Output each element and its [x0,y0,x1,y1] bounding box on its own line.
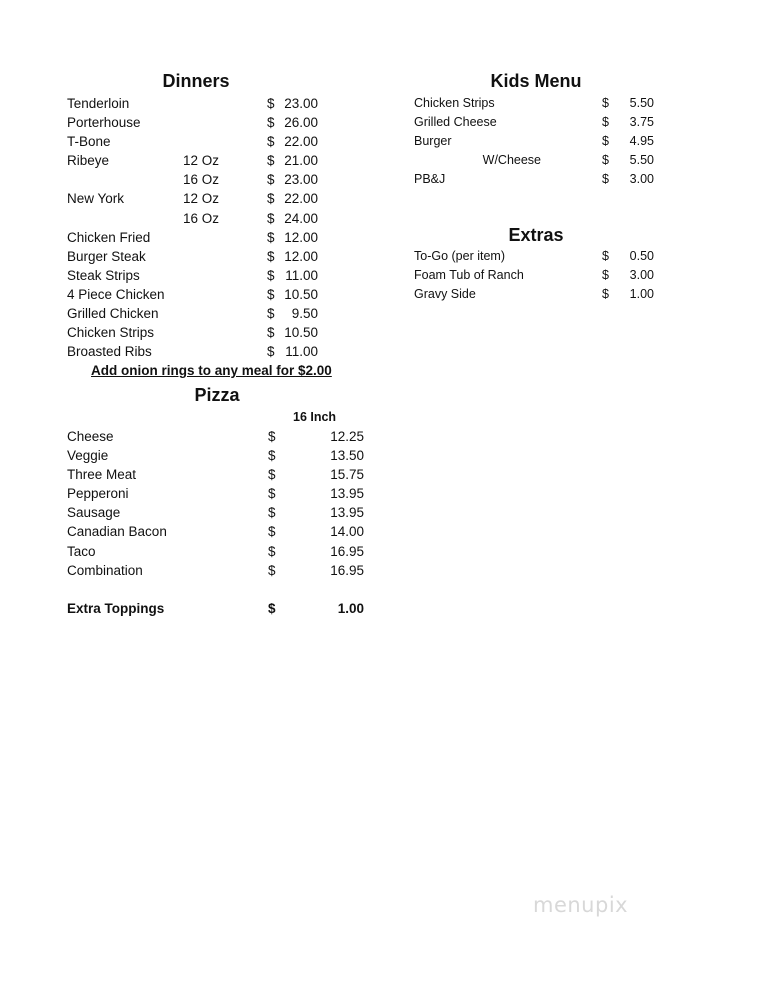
currency-symbol: $ [602,287,609,302]
dinner-item [67,228,337,247]
item-name: Burger [414,134,452,149]
item-price: 9.50 [291,306,318,322]
item-price: 23.00 [284,96,318,111]
item-price: 13.95 [330,486,364,502]
currency-symbol: $ [267,344,275,360]
extras-title: Extras [508,225,564,245]
item-name: Combination [67,562,143,578]
item-name: Veggie [67,448,109,464]
item-price: 15.75 [330,467,364,483]
dinners-list [67,94,337,361]
item-size: 12 Oz [183,191,220,207]
item-price: 3.00 [629,172,654,187]
item-price: 13.50 [330,448,364,464]
item-name: Ribeye [67,153,110,169]
dinner-item [67,151,337,170]
dinner-item [67,323,337,342]
pizza-item [67,561,367,580]
item-name: Extra Toppings [67,600,165,616]
item-name: Grilled Cheese [414,115,497,130]
item-name: Burger Steak [67,248,146,264]
pizza-item [67,427,367,446]
item-price: 12.00 [284,229,318,245]
pizza-item [67,484,367,503]
currency-symbol: $ [267,115,275,131]
dinners-title: Dinners [162,71,230,91]
currency-symbol: $ [267,172,275,188]
currency-symbol: $ [602,96,609,110]
dinner-item [67,266,337,285]
dinner-item [67,132,337,151]
dinner-item [67,94,337,113]
pizza-title: Pizza [194,385,240,405]
dinner-item [67,285,337,304]
pizza-item [67,465,367,484]
kids-menu-title: Kids Menu [490,71,582,91]
kids-list [414,94,654,189]
dinner-item [67,209,337,228]
dinner-item [67,304,337,323]
item-price: 21.00 [284,153,318,169]
item-price: 0.50 [629,249,654,263]
item-price: 10.50 [284,325,318,341]
item-variant: W/Cheese [482,153,541,168]
item-price: 5.50 [629,153,654,168]
item-name: Steak Strips [67,267,140,283]
menupix-watermark: menupix [533,893,629,917]
item-price: 10.50 [284,286,318,302]
currency-symbol: $ [602,249,609,263]
item-name: To-Go (per item) [414,249,505,263]
item-name: Taco [67,543,96,559]
extras-item [414,285,654,304]
currency-symbol: $ [267,286,275,302]
item-name: Chicken Fried [67,229,151,245]
currency-symbol: $ [602,172,609,187]
pizza-item [67,522,367,541]
item-size: 12 Oz [183,153,220,169]
dinner-item [67,189,337,208]
item-price: 1.00 [337,600,364,616]
item-name: Pepperoni [67,486,129,502]
currency-symbol: $ [602,115,609,130]
pizza-item [67,446,367,465]
extra-toppings-row [67,599,367,618]
item-name: Three Meat [67,467,137,483]
item-price: 3.00 [629,268,654,283]
currency-symbol: $ [268,543,276,559]
item-price: 22.00 [284,191,318,207]
item-name: Broasted Ribs [67,344,152,360]
item-price: 16.95 [330,543,364,559]
kids-item [414,113,654,132]
item-price: 11.00 [285,267,318,283]
item-price: 23.00 [284,172,318,188]
currency-symbol: $ [267,306,275,322]
extras-list [414,247,654,304]
item-name: Cheese [67,429,114,444]
extras-item [414,266,654,285]
currency-symbol: $ [267,325,275,341]
kids-item [414,94,654,113]
dinner-item [67,113,337,132]
currency-symbol: $ [268,562,276,578]
item-price: 24.00 [284,210,318,226]
item-price: 13.95 [330,505,364,521]
currency-symbol: $ [268,524,276,540]
item-price: 11.00 [285,344,318,360]
item-price: 4.95 [629,134,654,149]
item-name: Chicken Strips [414,96,495,110]
item-name: Tenderloin [67,96,130,111]
item-size: 16 Oz [183,210,220,226]
currency-symbol: $ [602,268,609,283]
item-name: Foam Tub of Ranch [414,268,524,283]
pizza-item [67,503,367,522]
dinner-item [67,170,337,189]
currency-symbol: $ [267,96,275,111]
onion-rings-note: Add onion rings to any meal for $2.00 [91,363,332,378]
currency-symbol: $ [267,267,275,283]
item-price: 22.00 [284,134,318,150]
item-name: Porterhouse [67,115,141,131]
currency-symbol: $ [267,229,275,245]
dinner-item [67,342,337,361]
currency-symbol: $ [268,486,276,502]
spacer [67,580,367,599]
currency-symbol: $ [268,505,276,521]
currency-symbol: $ [267,153,275,169]
currency-symbol: $ [267,134,275,150]
extras-item [414,247,654,266]
item-price: 14.00 [330,524,364,540]
item-price: 1.00 [629,287,654,302]
item-price: 5.50 [629,96,654,110]
item-price: 26.00 [284,115,318,131]
currency-symbol: $ [602,134,609,149]
item-price: 16.95 [330,562,364,578]
item-price: 12.00 [284,248,318,264]
kids-item [414,151,654,170]
currency-symbol: $ [602,153,609,168]
item-name: Grilled Chicken [67,306,159,322]
item-name: Canadian Bacon [67,524,167,540]
currency-symbol: $ [267,248,275,264]
item-name: New York [67,191,125,207]
currency-symbol: $ [268,467,276,483]
item-name: 4 Piece Chicken [67,286,165,302]
item-price: 3.75 [629,115,654,130]
currency-symbol: $ [268,600,276,616]
dinner-item [67,247,337,266]
pizza-list [67,427,367,618]
kids-item [414,170,654,189]
item-size: 16 Oz [183,172,220,188]
pizza-size-header: 16 Inch [293,410,337,424]
item-name: Chicken Strips [67,325,155,341]
currency-symbol: $ [267,210,275,226]
item-name: T-Bone [67,134,111,150]
item-price: 12.25 [330,429,364,444]
item-name: PB&J [414,172,446,187]
item-name: Sausage [67,505,121,521]
item-name: Gravy Side [414,287,476,302]
currency-symbol: $ [268,429,276,444]
currency-symbol: $ [267,191,275,207]
kids-item [414,132,654,151]
currency-symbol: $ [268,448,276,464]
pizza-item [67,542,367,561]
